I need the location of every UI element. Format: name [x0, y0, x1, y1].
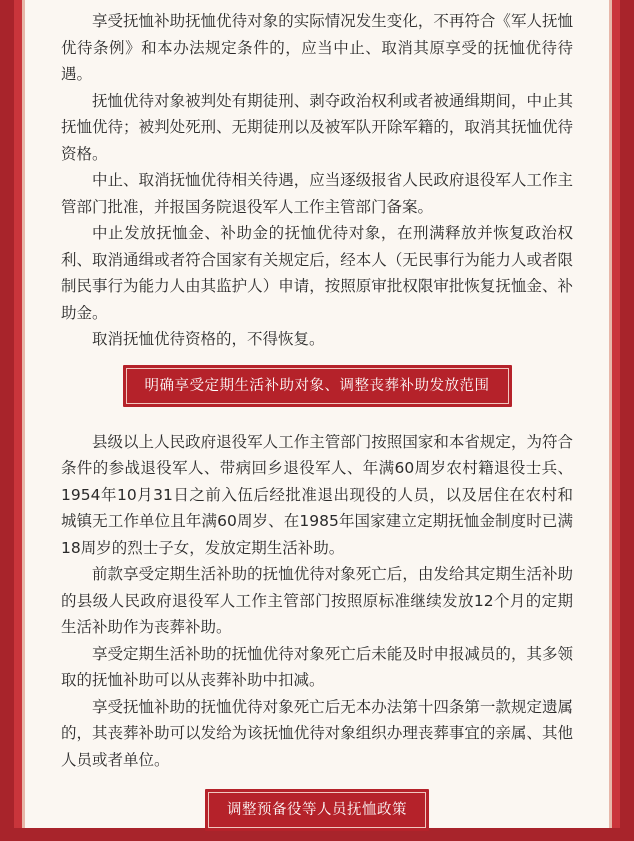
paragraph: 享受抚恤补助的抚恤优待对象死亡后无本办法第十四条第一款规定遗属的，其丧葬补助可以发给为该抚恤优待对象组织办理丧葬事宜的亲属、其他人员或者单位。: [61, 697, 573, 769]
article-content: [61, 0, 573, 841]
content-panel: [22, 0, 612, 828]
paragraph: 县级以上人民政府退役军人工作主管部门按照国家和本省规定，为符合条件的参战退役军人、带病回乡退役军人、年满60周岁农村籍退役士兵、1954年10月31日之前入伍后经批准退出现役的人员，以及居住在农村和城镇无工作单位且年满60周岁、在1985年国家建立定期抚恤金制度时已满18周岁的烈士子女，发放定期生活补助。: [61, 432, 573, 557]
heading-box: [205, 789, 429, 831]
paragraph: 享受定期生活补助的抚恤优待对象死亡后未能及时申报减员的，其多领取的抚恤补助可以从丧葬补助中扣减。: [61, 644, 573, 689]
section-living-subsidy: [61, 429, 573, 774]
section-suspension-rules: [61, 8, 573, 353]
heading-text: 明确享受定期生活补助对象、调整丧葬补助发放范围: [126, 368, 509, 404]
paragraph: 中止、取消抚恤优待相关待遇，应当逐级报省人民政府退役军人工作主管部门批准，并报国务院退役军人工作主管部门备案。: [61, 171, 573, 216]
paragraph: 中止发放抚恤金、补助金的抚恤优待对象，在刑满释放并恢复政治权利、取消通缉或者符合国家有关规定后，经本人（无民事行为能力人或者限制民事行为能力人由其监护人）申请，按照原审批权限审批恢复抚恤金、补助金。: [61, 224, 573, 322]
paragraph: 享受抚恤补助抚恤优待对象的实际情况发生变化，不再符合《军人抚恤优待条例》和本办法规定条件的，应当中止、取消其原享受的抚恤优待待遇。: [61, 12, 573, 83]
paragraph: 前款享受定期生活补助的抚恤优待对象死亡后，由发给其定期生活补助的县级人民政府退役军人工作主管部门按照原标准继续发放12个月的定期生活补助作为丧葬补助。: [61, 565, 573, 636]
section-heading-reserve-personnel: [61, 789, 573, 831]
paragraph: 取消抚恤优待资格的，不得恢复。: [92, 330, 325, 348]
heading-text: 调整预备役等人员抚恤政策: [208, 792, 426, 828]
section-heading-living-subsidy: [61, 365, 573, 407]
heading-box: [123, 365, 512, 407]
paragraph: 抚恤优待对象被判处有期徒刑、剥夺政治权利或者被通缉期间，中止其抚恤优待；被判处死刑、无期徒刑以及被军队开除军籍的，取消其抚恤优待资格。: [61, 91, 573, 163]
